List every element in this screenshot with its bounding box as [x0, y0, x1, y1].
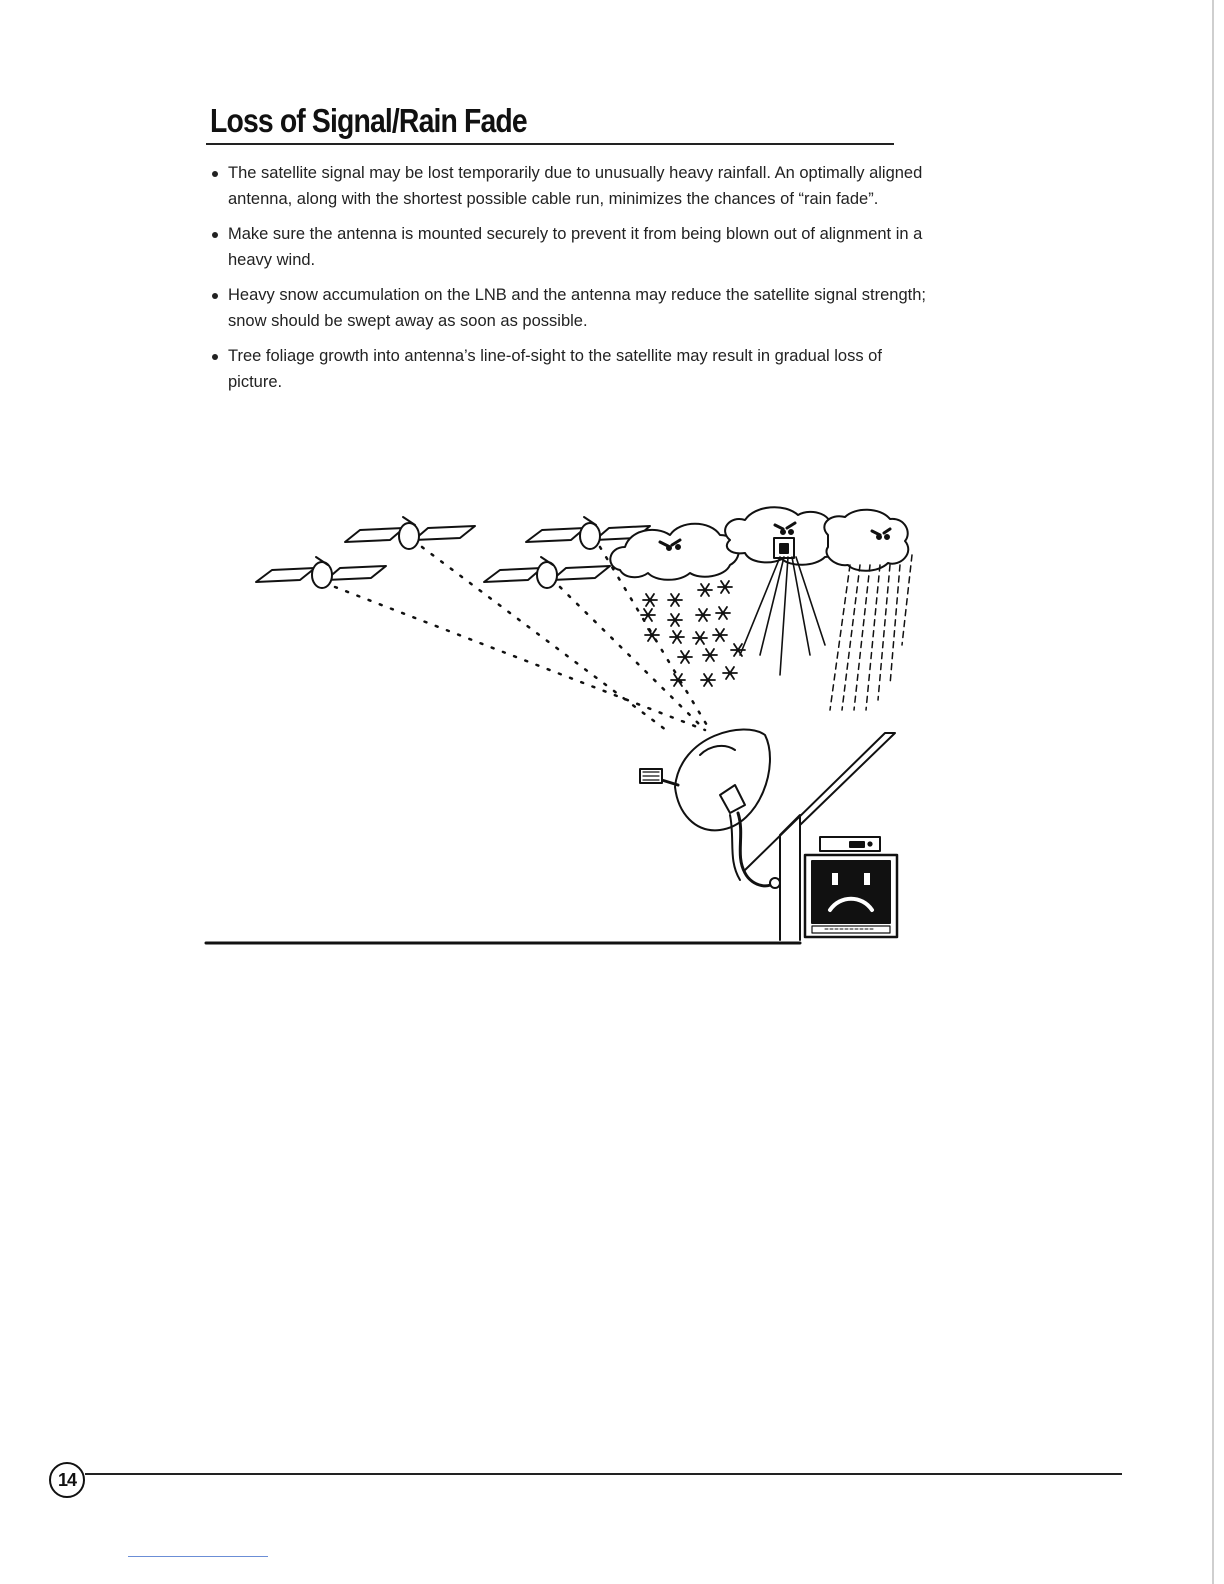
bullet-item: Tree foliage growth into antenna’s line-of-sight to the satellite may result in gradual loss of picture. [206, 343, 936, 395]
satellite-icon [345, 517, 475, 549]
rain-fade-illustration [200, 495, 940, 955]
page-edge [1212, 0, 1214, 1584]
section-title: Loss of Signal/Rain Fade [210, 102, 527, 139]
storm-cloud-icon [725, 507, 839, 565]
storm-cloud-icon [824, 510, 908, 571]
page-number: 14 [49, 1462, 85, 1498]
tv-icon [805, 837, 897, 937]
bullet-item: The satellite signal may be lost temporarily due to unusually heavy rainfall. An optimally aligned antenna, along with the shortest possible cable run, minimizes the chances of “rain fade”. [206, 160, 936, 212]
bullet-list [206, 160, 936, 404]
satellite-icon [484, 557, 610, 588]
satellite-dish-icon [640, 729, 780, 888]
bullet-item: Make sure the antenna is mounted securely to prevent it from being blown out of alignment in a heavy wind. [206, 221, 936, 273]
title-rule [206, 143, 894, 145]
bullet-item: Heavy snow accumulation on the LNB and the antenna may reduce the satellite signal strength; snow should be swept away as soon as possible. [206, 282, 936, 334]
scan-artifact-line [128, 1556, 268, 1557]
footer-rule [85, 1473, 1122, 1475]
satellite-icon [256, 557, 386, 588]
snow-icon [641, 581, 745, 686]
